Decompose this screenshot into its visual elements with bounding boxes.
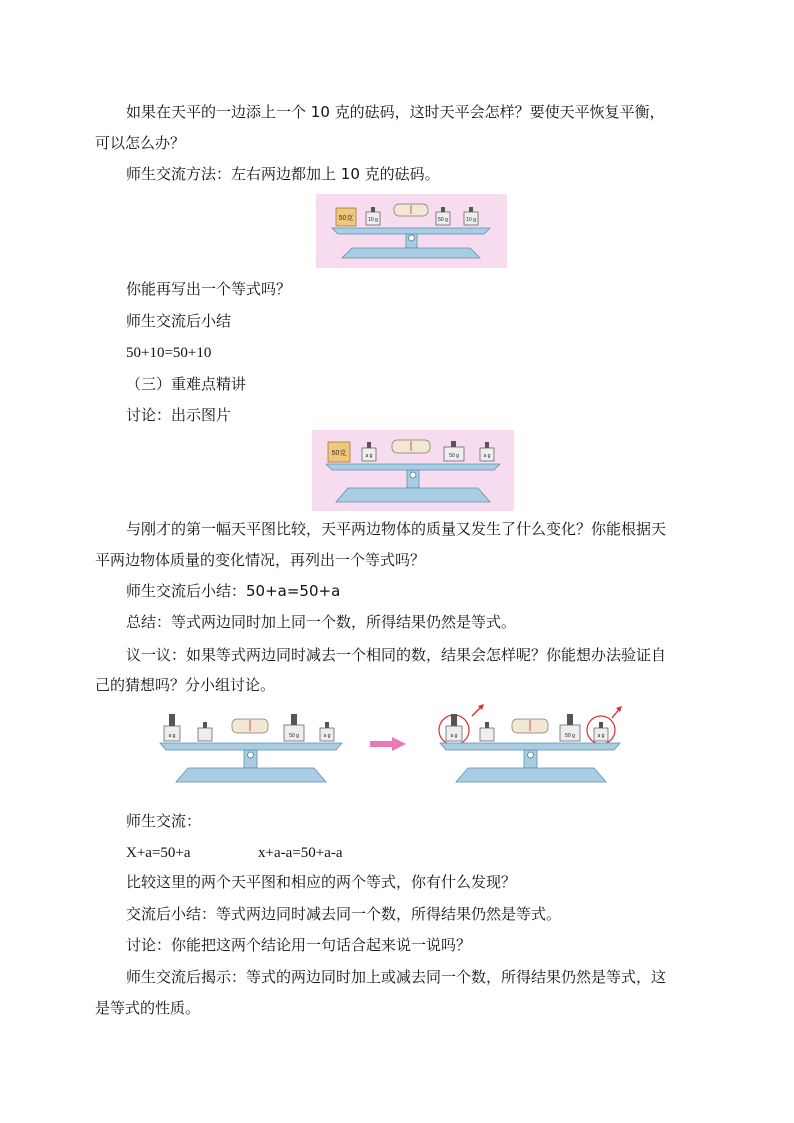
paragraph-12: 比较这里的两个天平图和相应的两个等式，你有什么发现？ — [126, 873, 517, 891]
paragraph-1-line-2: 可以怎么办？ — [95, 134, 186, 152]
weight-label: a g — [597, 733, 605, 739]
weight-label: a g — [365, 453, 373, 459]
paragraph-11: 师生交流： — [126, 812, 202, 830]
paragraph-4: 师生交流后小结 — [126, 312, 232, 330]
balance-figure-2 — [312, 430, 514, 511]
equation-2: X+a=50+a — [126, 845, 191, 861]
weight-label: 10 g — [368, 217, 378, 223]
weight-label: a g — [450, 733, 458, 739]
weight-label: a g — [168, 733, 176, 739]
balance-figure-1 — [316, 194, 507, 268]
paragraph-9: 总结：等式两边同时加上同一个数，所得结果仍然是等式。 — [126, 613, 517, 631]
weight-label: 50 g — [565, 733, 575, 739]
weight-label: 50 g — [438, 217, 448, 223]
paragraph-1-line-1: 如果在天平的一边添上一个 10 克的砝码，这时天平会怎样？要使天平恢复平衡， — [126, 103, 665, 121]
balance-figure-3-left — [158, 708, 346, 788]
equation-1: 50+10=50+10 — [126, 345, 212, 361]
paragraph-15-line-2: 是等式的性质。 — [95, 999, 201, 1017]
box-label: 50克 — [331, 450, 347, 457]
balance-figure-3-right — [436, 704, 624, 788]
weight-label: 10 g — [466, 217, 476, 223]
paragraph-2: 师生交流方法：左右两边都加上 10 克的砝码。 — [126, 165, 440, 183]
paragraph-10-line-1: 议一议：如果等式两边同时减去一个相同的数，结果会怎样呢？你能想办法验证自 — [126, 646, 667, 664]
paragraph-6: 讨论：出示图片 — [126, 406, 232, 424]
section-heading: （三）重难点精讲 — [126, 375, 247, 393]
transition-arrow-icon — [370, 737, 406, 751]
weight-label: a g — [483, 453, 491, 459]
box-label: 50克 — [338, 215, 354, 222]
paragraph-10-line-2: 己的猜想吗？分小组讨论。 — [95, 676, 276, 694]
paragraph-3: 你能再写出一个等式吗？ — [126, 280, 292, 298]
weight-label: a g — [323, 733, 331, 739]
weight-label: 50 g — [289, 733, 299, 739]
paragraph-7-line-1: 与刚才的第一幅天平图比较，天平两边物体的质量又发生了什么变化？你能根据天 — [126, 520, 667, 538]
paragraph-15-line-1: 师生交流后揭示：等式的两边同时加上或减去同一个数，所得结果仍然是等式，这 — [126, 968, 667, 986]
paragraph-13: 交流后小结：等式两边同时减去同一个数，所得结果仍然是等式。 — [126, 905, 562, 923]
weight-label: 50 g — [449, 453, 459, 459]
equation-3: x+a-a=50+a-a — [258, 845, 343, 861]
paragraph-8: 师生交流后小结：50+a=50+a — [126, 582, 341, 600]
paragraph-14: 讨论：你能把这两个结论用一句话合起来说一说吗？ — [126, 936, 472, 954]
paragraph-7-line-2: 平两边物体质量的变化情况，再列出一个等式吗？ — [95, 551, 426, 569]
